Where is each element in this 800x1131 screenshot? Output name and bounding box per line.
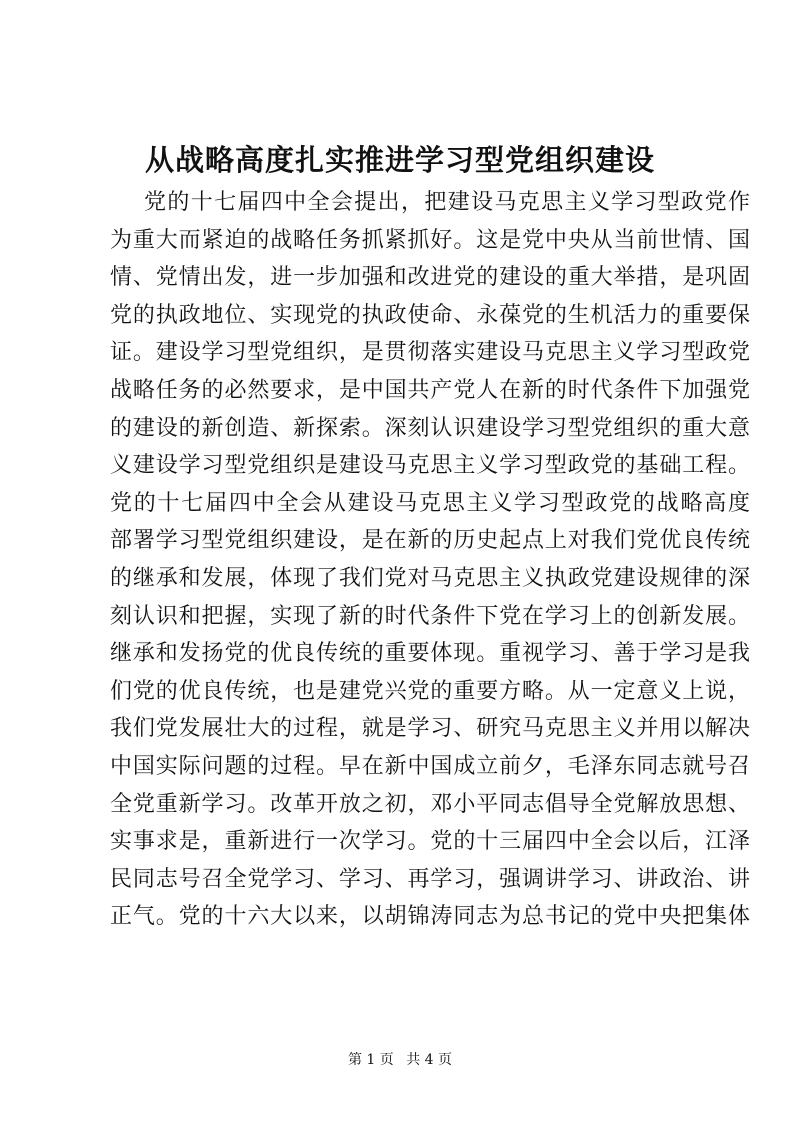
- text-line: 实事求是，重新进行一次学习。党的十三届四中全会以后，江泽: [110, 829, 750, 855]
- text-line: 的建设的新创造、新探索。深刻认识建设学习型党组织的重大意: [110, 415, 750, 441]
- text-line: 中国实际问题的过程。早在新中国成立前夕，毛泽东同志就号召: [110, 753, 750, 779]
- document-body: [110, 184, 750, 936]
- text-line: 全党重新学习。改革开放之初，邓小平同志倡导全党解放思想、: [110, 791, 750, 817]
- page-total: 共 4 页: [406, 1052, 453, 1068]
- text-line: 情、党情出发，进一步加强和改进党的建设的重大举措，是巩固: [110, 265, 750, 291]
- text-line: 证。建设学习型党组织，是贯彻落实建设马克思主义学习型政党: [110, 340, 750, 366]
- text-line: 民同志号召全党学习、学习、再学习，强调讲学习、讲政治、讲: [110, 866, 750, 892]
- page-footer: [0, 1050, 800, 1070]
- text-line: 部署学习型党组织建设，是在新的历史起点上对我们党优良传统: [110, 528, 750, 554]
- text-line: 党的十七届四中全会从建设马克思主义学习型政党的战略高度: [110, 490, 750, 516]
- text-line: 我们党发展壮大的过程，就是学习、研究马克思主义并用以解决: [110, 716, 750, 742]
- page-number: 第 1 页: [347, 1052, 394, 1068]
- text-line: 正气。党的十六大以来，以胡锦涛同志为总书记的党中央把集体: [110, 904, 750, 930]
- text-line: 刻认识和把握，实现了新的时代条件下党在学习上的创新发展。: [110, 603, 750, 629]
- text-line: 们党的优良传统，也是建党兴党的重要方略。从一定意义上说，: [110, 678, 750, 704]
- text-line: 党的执政地位、实现党的执政使命、永葆党的生机活力的重要保: [110, 302, 750, 328]
- text-line: 为重大而紧迫的战略任务抓紧抓好。这是党中央从当前世情、国: [110, 227, 750, 253]
- text-line: 战略任务的必然要求，是中国共产党人在新的时代条件下加强党: [110, 377, 750, 403]
- text-line: 义建设学习型党组织是建设马克思主义学习型政党的基础工程。: [110, 453, 750, 479]
- document-title: 从战略高度扎实推进学习型党组织建设: [144, 143, 655, 177]
- text-line: 的继承和发展，体现了我们党对马克思主义执政党建设规律的深: [110, 565, 750, 591]
- text-line: 继承和发扬党的优良传统的重要体现。重视学习、善于学习是我: [110, 641, 750, 667]
- text-line: 党的十七届四中全会提出，把建设马克思主义学习型政党作: [144, 190, 750, 215]
